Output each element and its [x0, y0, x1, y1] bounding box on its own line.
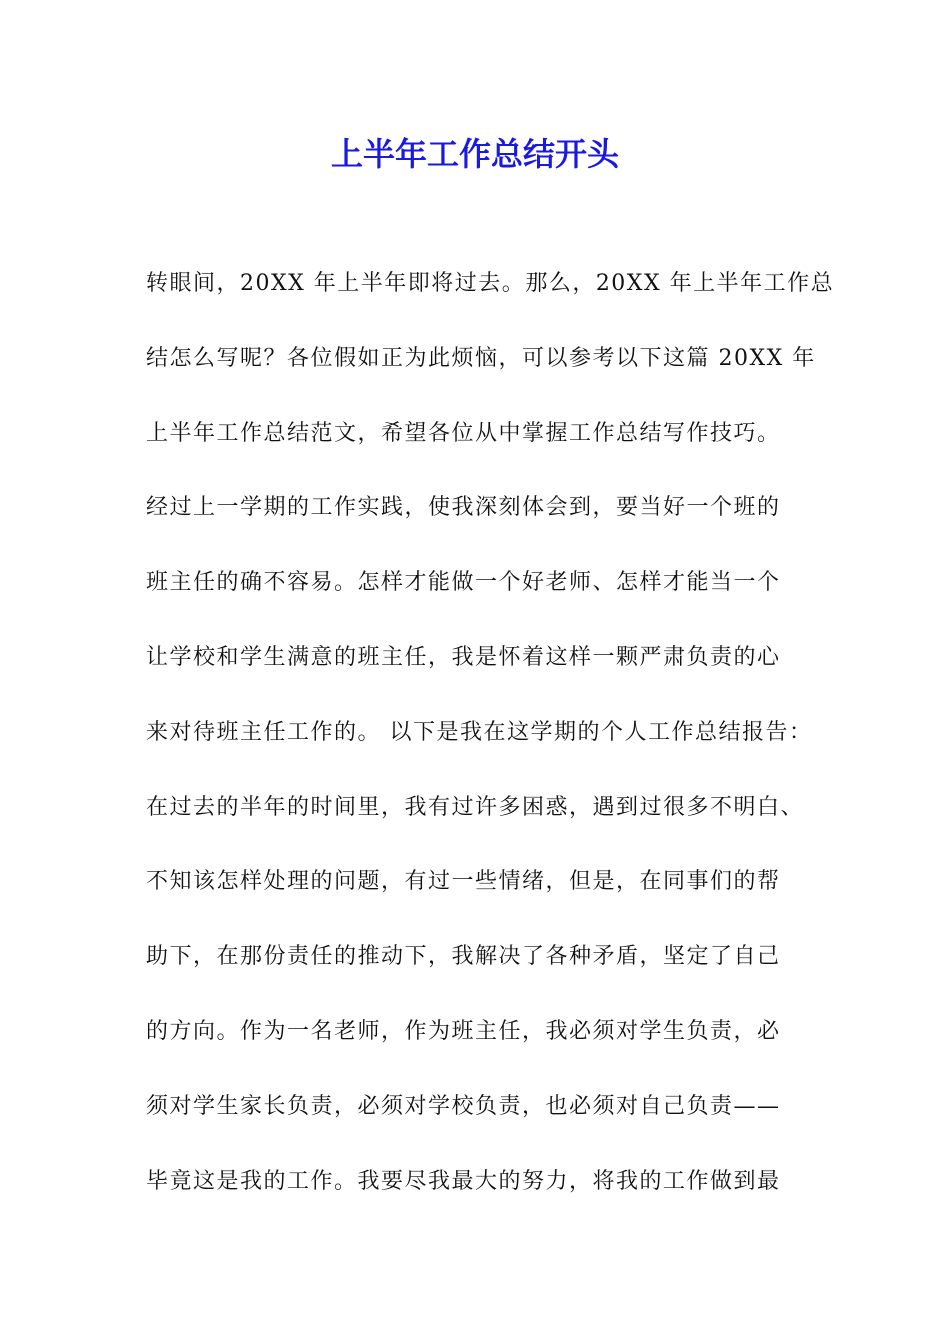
body-line: 结怎么写呢？各位假如正为此烦恼，可以参考以下这篇 20XX 年 — [146, 345, 816, 371]
body-line: 让学校和学生满意的班主任，我是怀着这样一颗严肃负责的心 — [146, 644, 781, 670]
body-line: 转眼间，20XX 年上半年即将过去。那么，20XX 年上半年工作总 — [146, 271, 835, 296]
body-line: 上半年工作总结范文，希望各位从中掌握工作总结写作技巧。 — [146, 420, 781, 446]
body-line: 在过去的半年的时间里，我有过许多困惑，遇到过很多不明白、 — [146, 794, 805, 820]
body-line: 毕竟这是我的工作。我要尽我最大的努力，将我的工作做到最 — [146, 1168, 781, 1194]
body-line: 助下，在那份责任的推动下，我解决了各种矛盾，坚定了自己 — [146, 944, 781, 970]
body-line: 班主任的确不容易。怎样才能做一个好老师、怎样才能当一个 — [146, 570, 781, 596]
body-line: 的方向。作为一名老师，作为班主任，我必须对学生负责，必 — [146, 1018, 781, 1044]
body-line: 来对待班主任工作的。 以下是我在这学期的个人工作总结报告： — [146, 719, 813, 745]
body-line: 不知该怎样处理的问题，有过一些情绪，但是，在同事们的帮 — [146, 869, 781, 895]
body-line: 须对学生家长负责，必须对学校负责，也必须对自己负责—— — [146, 1093, 781, 1119]
body-line: 经过上一学期的工作实践，使我深刻体会到，要当好一个班的 — [146, 495, 781, 521]
document-title: 上半年工作总结开头 — [330, 135, 619, 173]
document-body — [146, 262, 835, 1234]
